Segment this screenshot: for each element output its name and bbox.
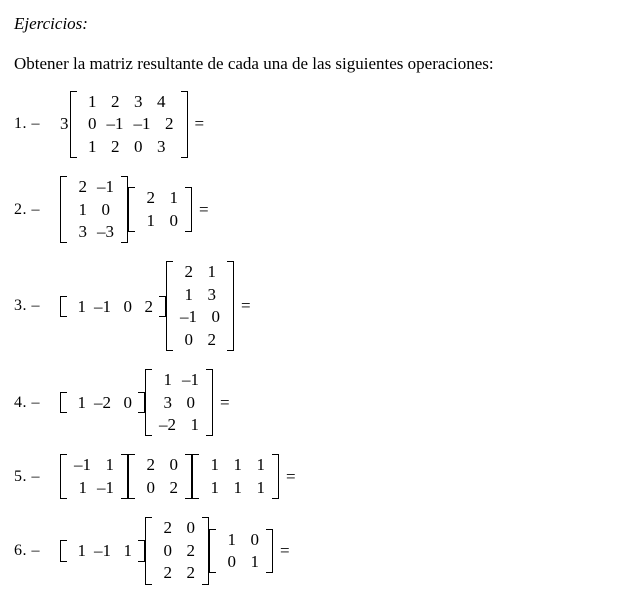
matrix-cell: 2 xyxy=(169,477,178,497)
equals-sign: = xyxy=(286,466,296,486)
matrix xyxy=(209,527,273,576)
matrix-cells xyxy=(69,454,119,499)
matrix-cell: 2 xyxy=(186,563,195,583)
matrix-row xyxy=(218,551,264,573)
matrix-cell: 1 xyxy=(233,455,242,475)
matrix-cell: 1 xyxy=(256,455,265,475)
matrix-cell: 0 xyxy=(146,477,155,497)
matrix-cell: –1 xyxy=(182,370,199,390)
matrix xyxy=(166,259,234,353)
matrix-cells xyxy=(201,454,270,499)
right-bracket xyxy=(159,296,166,317)
matrix-cells xyxy=(69,176,119,243)
matrix-cell: 1 xyxy=(210,455,219,475)
exercise-number: 1. – xyxy=(14,115,40,133)
matrix-cell: 1 xyxy=(250,552,259,571)
left-bracket xyxy=(60,454,67,499)
matrix xyxy=(128,452,192,501)
matrix-cell: 3 xyxy=(78,221,87,241)
matrix-cell: 2 xyxy=(207,329,216,349)
matrix-row xyxy=(175,329,225,351)
matrix-row xyxy=(137,477,183,499)
matrix-cell: 0 xyxy=(227,552,236,571)
matrix-cell: –1 xyxy=(106,114,124,134)
matrix-row xyxy=(69,454,119,476)
matrix-row xyxy=(201,454,270,476)
exercise-number: 5. – xyxy=(14,467,40,485)
right-bracket xyxy=(185,187,192,232)
matrix-row xyxy=(154,517,200,539)
matrix-row xyxy=(69,392,136,413)
matrix-cells xyxy=(218,529,264,574)
matrix-row xyxy=(154,369,204,391)
matrix-cell: –1 xyxy=(133,114,151,134)
row-vector xyxy=(60,538,145,563)
left-bracket xyxy=(128,454,135,499)
matrix xyxy=(60,452,128,501)
matrix-cell: 1 xyxy=(77,296,86,316)
matrix-cell: –1 xyxy=(94,296,111,316)
matrix-cell: –1 xyxy=(97,477,114,497)
matrix-cell: 2 xyxy=(111,136,120,156)
matrix-row xyxy=(175,306,225,328)
left-bracket xyxy=(145,369,152,436)
matrix-cell: 2 xyxy=(163,518,172,538)
matrix-cell: 1 xyxy=(146,210,155,230)
matrix-cell: 2 xyxy=(146,455,155,475)
equals-sign: = xyxy=(220,392,230,412)
matrix-cell: 2 xyxy=(165,114,174,134)
equals-sign: = xyxy=(194,114,205,134)
matrix-row xyxy=(69,540,136,561)
matrix-cell: 1 xyxy=(233,477,242,497)
left-bracket xyxy=(128,187,135,232)
matrix-row xyxy=(69,296,157,317)
worksheet-page xyxy=(0,14,618,609)
matrix-cell: 1 xyxy=(184,284,193,304)
exercise-number: 3. – xyxy=(14,297,40,315)
left-bracket xyxy=(192,454,199,499)
matrix-cell: –2 xyxy=(159,415,176,435)
matrix-row xyxy=(154,392,204,414)
matrix-row xyxy=(79,91,179,113)
left-bracket xyxy=(145,517,152,584)
matrix-cell: 1 xyxy=(227,529,236,549)
matrix-row xyxy=(154,540,200,562)
exercise-item xyxy=(14,174,618,245)
matrix-cell: –1 xyxy=(180,307,197,327)
page-title: Ejercicios: xyxy=(14,14,88,33)
matrix-cell: 2 xyxy=(186,540,195,560)
matrix-cell: 1 xyxy=(190,415,199,435)
expression xyxy=(60,174,209,245)
matrix-cell: –2 xyxy=(94,393,111,413)
matrix-cell: 0 xyxy=(163,540,172,560)
matrix-row xyxy=(175,284,225,306)
matrix xyxy=(128,185,192,234)
matrix-cell: 1 xyxy=(78,199,87,219)
matrix-cell: 1 xyxy=(210,477,219,497)
expression xyxy=(60,89,204,160)
matrix-cell: 0 xyxy=(186,392,195,412)
matrix-cell: 2 xyxy=(144,296,153,316)
matrix xyxy=(145,515,209,586)
exercise-list xyxy=(0,89,618,587)
matrix-row xyxy=(69,477,119,499)
left-bracket xyxy=(60,392,67,413)
left-bracket xyxy=(60,296,67,317)
matrix xyxy=(192,452,279,501)
matrix-cell: 0 xyxy=(123,296,132,316)
left-bracket xyxy=(60,540,67,561)
matrix-cells xyxy=(137,454,183,499)
matrix xyxy=(60,174,128,245)
right-bracket xyxy=(181,91,188,158)
expression xyxy=(60,259,251,353)
matrix-cell: 3 xyxy=(157,136,166,156)
exercise-item xyxy=(14,515,618,586)
matrix-cells xyxy=(69,392,136,413)
matrix-cell: 2 xyxy=(78,177,87,197)
right-bracket xyxy=(121,454,128,499)
matrix-cell: –1 xyxy=(97,177,114,197)
matrix-row xyxy=(137,454,183,476)
matrix-cell: 1 xyxy=(78,477,87,497)
right-bracket xyxy=(185,454,192,499)
matrix-cell: 0 xyxy=(88,114,97,134)
exercise-item xyxy=(14,367,618,438)
exercise-number: 4. – xyxy=(14,393,40,411)
matrix-cell: 2 xyxy=(146,188,155,208)
matrix-cell: 0 xyxy=(250,529,259,549)
right-bracket xyxy=(202,517,209,584)
matrix-row xyxy=(201,477,270,499)
right-bracket xyxy=(266,529,273,574)
instructions-text: Obtener la matriz resultante de cada una de las siguientes operaciones: xyxy=(14,54,494,74)
matrix-cells xyxy=(154,517,200,584)
right-bracket xyxy=(206,369,213,436)
exercise-item xyxy=(14,259,618,353)
matrix-row xyxy=(79,113,179,135)
matrix-cell: 3 xyxy=(163,392,172,412)
matrix-cell: 1 xyxy=(77,393,86,413)
matrix-cell: 4 xyxy=(157,91,166,111)
matrix-cell: 1 xyxy=(163,370,172,390)
left-bracket xyxy=(60,176,67,243)
expression xyxy=(60,367,230,438)
matrix-cell: 0 xyxy=(211,307,220,327)
right-bracket xyxy=(138,540,145,561)
matrix-row xyxy=(154,562,200,584)
matrix-cell: 0 xyxy=(169,455,178,475)
matrix-cell: –1 xyxy=(94,541,111,561)
row-vector xyxy=(60,294,166,319)
right-bracket xyxy=(121,176,128,243)
matrix xyxy=(70,89,188,160)
matrix-cell: 0 xyxy=(169,210,178,230)
matrix-cell: 1 xyxy=(256,477,265,497)
left-bracket xyxy=(209,529,216,574)
matrix-cell: 1 xyxy=(88,136,97,156)
matrix-cell: 2 xyxy=(111,91,120,111)
left-bracket xyxy=(166,261,173,351)
right-bracket xyxy=(138,392,145,413)
matrix-row xyxy=(175,261,225,283)
matrix-cells xyxy=(137,187,183,232)
matrix-row xyxy=(137,210,183,232)
matrix-cell: 0 xyxy=(123,393,132,413)
exercise-number: 2. – xyxy=(14,200,40,218)
left-bracket xyxy=(70,91,77,158)
matrix-cell: 0 xyxy=(134,136,143,156)
matrix-row xyxy=(69,221,119,243)
matrix xyxy=(145,367,213,438)
expression xyxy=(60,452,296,501)
exercise-item xyxy=(14,89,618,160)
equals-sign: = xyxy=(199,199,209,219)
matrix-row xyxy=(137,187,183,209)
matrix-cell: 0 xyxy=(186,518,195,538)
matrix-cell: 1 xyxy=(88,91,97,111)
matrix-cell: 1 xyxy=(77,541,86,561)
matrix-cell: 2 xyxy=(163,563,172,583)
right-bracket xyxy=(227,261,234,351)
matrix-row xyxy=(79,136,179,158)
equals-sign: = xyxy=(280,541,290,560)
matrix-row xyxy=(69,176,119,198)
matrix-cell: 1 xyxy=(169,188,178,208)
matrix-cells xyxy=(79,91,179,158)
matrix-row xyxy=(154,414,204,436)
matrix-cell: –1 xyxy=(74,455,91,475)
equals-sign: = xyxy=(241,296,251,316)
matrix-cells xyxy=(69,540,136,561)
matrix-cell: 1 xyxy=(105,455,114,475)
matrix-cell: –3 xyxy=(97,221,114,241)
matrix-cell: 3 xyxy=(134,91,143,111)
matrix-row xyxy=(218,529,264,551)
matrix-cell: 1 xyxy=(123,541,132,561)
matrix-cell: 1 xyxy=(207,262,216,282)
matrix-row xyxy=(69,199,119,221)
matrix-cell: 0 xyxy=(101,199,110,219)
matrix-cell: 3 xyxy=(207,284,216,304)
scalar-multiplier: 3 xyxy=(60,114,69,134)
matrix-cell: 0 xyxy=(184,329,193,349)
expression xyxy=(60,515,290,586)
exercise-item xyxy=(14,452,618,501)
exercise-number: 6. – xyxy=(14,542,40,559)
right-bracket xyxy=(272,454,279,499)
matrix-cell: 2 xyxy=(184,262,193,282)
matrix-cells xyxy=(69,296,157,317)
row-vector xyxy=(60,390,145,415)
matrix-cells xyxy=(154,369,204,436)
matrix-cells xyxy=(175,261,225,351)
